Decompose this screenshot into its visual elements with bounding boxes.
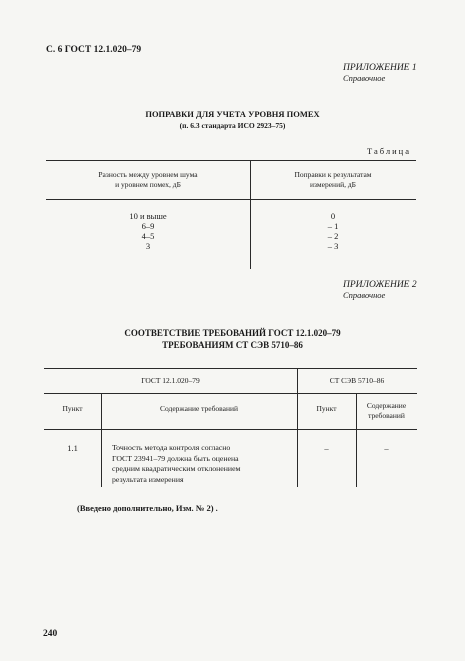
appendix-2-block bbox=[343, 280, 417, 300]
table-row-content: Точность метода контроля согласно ГОСТ 23941–79 должна быть оценена средним квадратическим отклонением результата измерения bbox=[112, 443, 241, 484]
section-2-title-block bbox=[0, 327, 465, 351]
appendix-2-type: Справочное bbox=[343, 290, 386, 300]
table-2-group-border bbox=[44, 393, 417, 394]
appendix-1-type: Справочное bbox=[343, 73, 386, 83]
table-1-header-diff: Разность между уровнем шума и уровнем помех, дБ bbox=[98, 170, 198, 189]
table-row-punkt: 1.1 bbox=[67, 443, 78, 453]
section-2-title-line1: СООТВЕТСТВИЕ ТРЕБОВАНИЙ ГОСТ 12.1.020–79 bbox=[124, 328, 341, 338]
table-row-punkt2: – bbox=[324, 443, 329, 453]
table-1-correction-column bbox=[250, 211, 416, 251]
section-2-title-line2: ТРЕБОВАНИЯМ СТ СЭВ 5710–86 bbox=[162, 340, 303, 350]
section-1-title: ПОПРАВКИ ДЛЯ УЧЕТА УРОВНЯ ПОМЕХ bbox=[145, 109, 320, 119]
appendix-1-label: ПРИЛОЖЕНИЕ 1 bbox=[343, 63, 417, 73]
table-1-top-border bbox=[46, 160, 416, 161]
appendix-2-label: ПРИЛОЖЕНИЕ 2 bbox=[343, 280, 417, 290]
page-header: С. 6 ГОСТ 12.1.020–79 bbox=[46, 45, 142, 55]
table-1-diff-column bbox=[46, 211, 250, 251]
table-2-header-border bbox=[44, 429, 417, 430]
page-number: 240 bbox=[43, 629, 58, 639]
table-row-diff: 3 bbox=[145, 241, 151, 251]
table-2-group-stsev: СТ СЭВ 5710–86 bbox=[329, 376, 385, 385]
table-label: Таблица bbox=[367, 146, 411, 156]
table-2-header-punkt: Пункт bbox=[62, 404, 83, 413]
table-2-group-gost: ГОСТ 12.1.020–79 bbox=[141, 376, 200, 385]
table-row-correction: 0 bbox=[330, 211, 336, 221]
table-row-diff: 10 и выше bbox=[129, 211, 167, 221]
table-row-correction: – 1 bbox=[327, 221, 339, 231]
table-2-header-content2: Содержание требований bbox=[366, 401, 407, 420]
amendment-note: (Введено дополнительно, Изм. № 2) . bbox=[77, 503, 218, 513]
table-2-header-content: Содержание требований bbox=[160, 404, 238, 413]
table-row-correction: – 3 bbox=[327, 241, 339, 251]
table-2-top-border bbox=[44, 368, 417, 369]
section-1-subtitle: (п. 6.3 стандарта ИСО 2923–75) bbox=[179, 121, 286, 130]
table-row-diff: 6–9 bbox=[141, 221, 155, 231]
table-2-header-punkt2: Пункт bbox=[316, 404, 337, 413]
section-1-title-block bbox=[0, 109, 465, 131]
table-row-correction: – 2 bbox=[327, 231, 339, 241]
table-1-header-border bbox=[46, 199, 416, 200]
appendix-1-block bbox=[343, 63, 417, 83]
table-row-diff: 4–5 bbox=[141, 231, 155, 241]
table-row-content2: – bbox=[384, 443, 389, 453]
table-1-header-correction: Поправки к результатам измерений, дБ bbox=[294, 170, 372, 189]
